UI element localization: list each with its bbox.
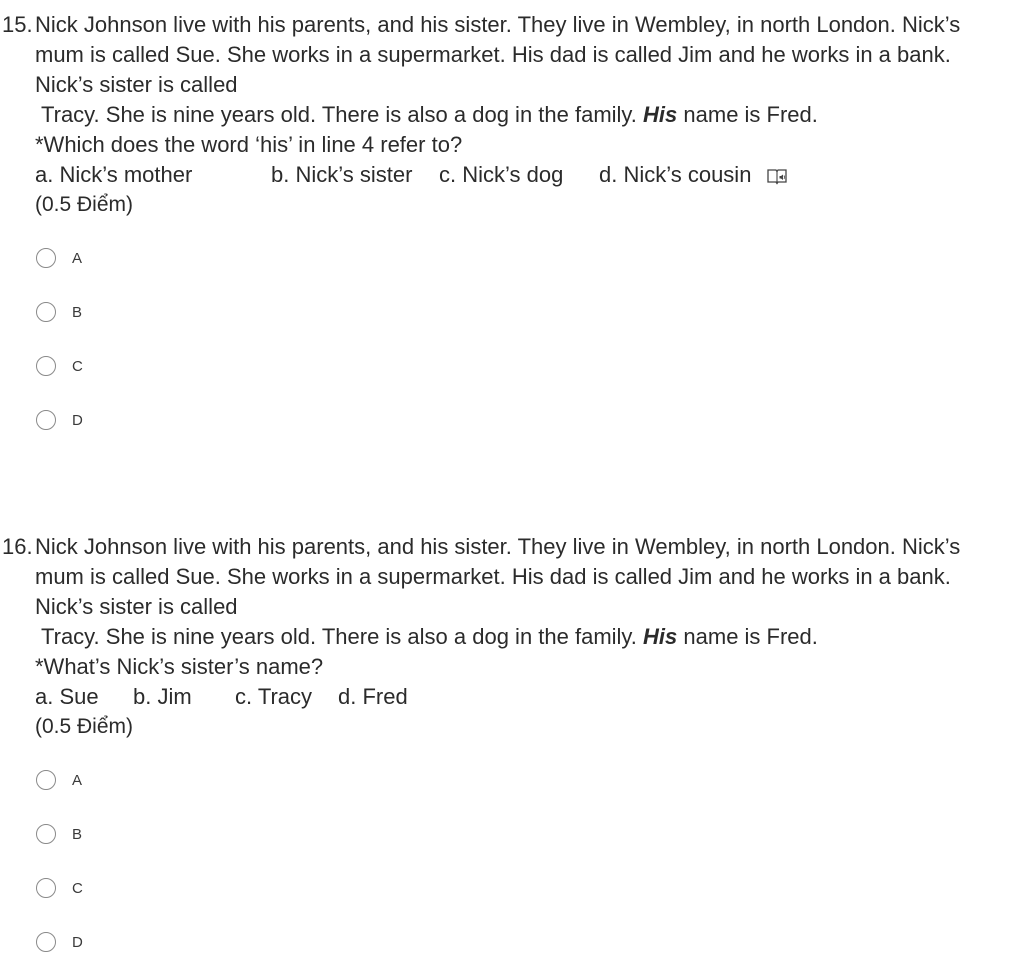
answer-options bbox=[35, 682, 1010, 712]
choice-b[interactable]: B bbox=[36, 807, 1010, 861]
radio-button[interactable] bbox=[36, 932, 56, 952]
question-line-4: Tracy. She is nine years old. There is also a dog in the family. His name is Fred. bbox=[41, 624, 818, 649]
choice-d[interactable]: D bbox=[36, 915, 1010, 969]
choice-c[interactable]: C bbox=[36, 339, 1010, 393]
choice-a[interactable]: A bbox=[36, 231, 1010, 285]
question-number: 16. bbox=[2, 534, 33, 559]
emphasized-word: His bbox=[643, 624, 678, 649]
option-b: b. Nick’s sister bbox=[271, 162, 413, 187]
question-line-1: Nick Johnson live with his parents, and his sister. They live in Wembley, in north London. Nick’s bbox=[35, 12, 961, 37]
immersive-reader-icon[interactable] bbox=[767, 164, 787, 182]
radio-button[interactable] bbox=[36, 770, 56, 790]
emphasized-word: His bbox=[643, 102, 678, 127]
option-b: b. Jim bbox=[133, 684, 192, 709]
question-line-2: mum is called Sue. She works in a supermarket. His dad is called Jim and he works in a bank. bbox=[35, 42, 951, 67]
question-line-3: Nick’s sister is called bbox=[35, 594, 238, 619]
points-label: (0.5 Điểm) bbox=[35, 193, 134, 216]
option-c: c. Tracy bbox=[235, 684, 313, 709]
points-label: (0.5 Điểm) bbox=[35, 715, 134, 738]
radio-button[interactable] bbox=[36, 356, 56, 376]
option-d: d. Nick’s cousin bbox=[599, 162, 752, 187]
choice-a[interactable]: A bbox=[36, 753, 1010, 807]
radio-button[interactable] bbox=[36, 410, 56, 430]
option-a: a. Sue bbox=[35, 684, 99, 709]
question-text bbox=[35, 10, 1010, 220]
choice-group bbox=[36, 753, 1010, 969]
radio-button[interactable] bbox=[36, 248, 56, 268]
question-number: 15. bbox=[2, 12, 33, 37]
question-line-3: Nick’s sister is called bbox=[35, 72, 238, 97]
option-c: c. Nick’s dog bbox=[439, 162, 564, 187]
choice-group bbox=[36, 231, 1010, 447]
option-a: a. Nick’s mother bbox=[35, 162, 193, 187]
radio-button[interactable] bbox=[36, 302, 56, 322]
radio-button[interactable] bbox=[36, 824, 56, 844]
question-prompt: *Which does the word ‘his’ in line 4 refer to? bbox=[35, 132, 463, 157]
radio-button[interactable] bbox=[36, 878, 56, 898]
option-d: d. Fred bbox=[338, 684, 408, 709]
question-prompt: *What’s Nick’s sister’s name? bbox=[35, 654, 324, 679]
question-16 bbox=[0, 532, 1010, 969]
choice-c[interactable]: C bbox=[36, 861, 1010, 915]
question-line-4: Tracy. She is nine years old. There is also a dog in the family. His name is Fred. bbox=[41, 102, 818, 127]
question-line-1: Nick Johnson live with his parents, and his sister. They live in Wembley, in north London. Nick’s bbox=[35, 534, 961, 559]
choice-b[interactable]: B bbox=[36, 285, 1010, 339]
choice-d[interactable]: D bbox=[36, 393, 1010, 447]
question-text bbox=[35, 532, 1010, 742]
question-line-2: mum is called Sue. She works in a supermarket. His dad is called Jim and he works in a bank. bbox=[35, 564, 951, 589]
answer-options bbox=[35, 160, 1010, 190]
question-15 bbox=[0, 10, 1010, 447]
